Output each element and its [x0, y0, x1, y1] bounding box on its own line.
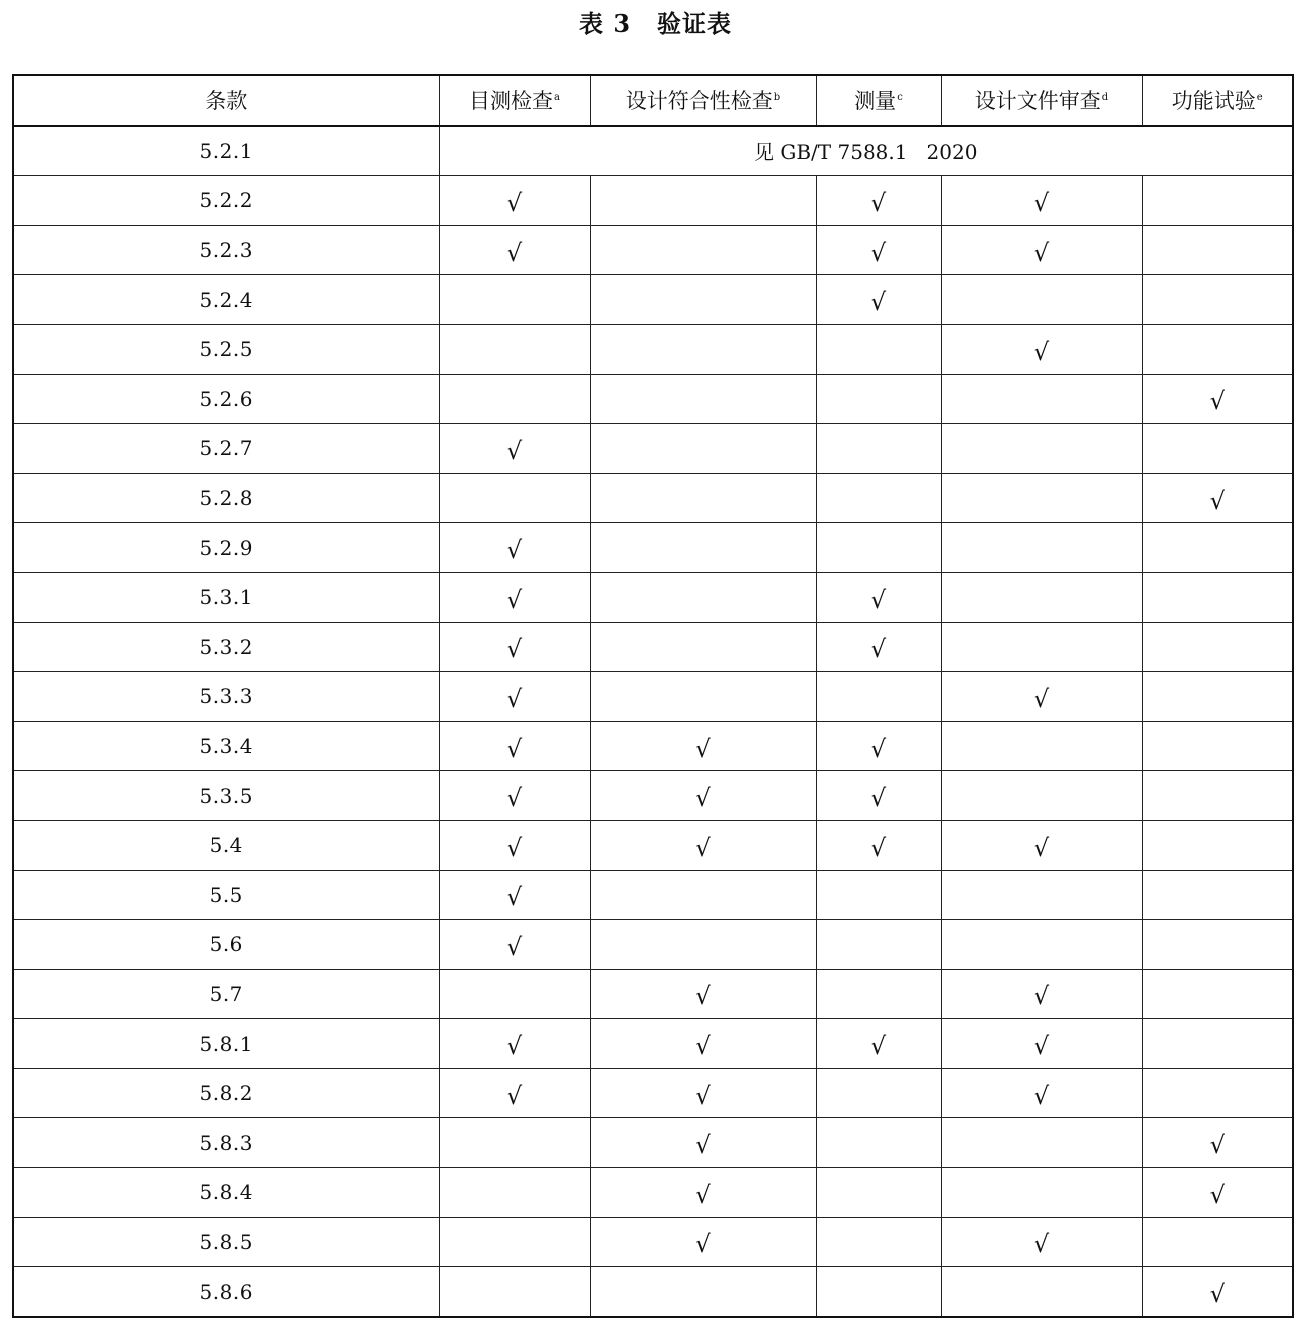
check-cell	[941, 374, 1142, 424]
table-row	[13, 1267, 1293, 1317]
check-cell	[941, 1217, 1142, 1267]
check-cell	[590, 672, 816, 722]
clause-cell: 5.2.4	[13, 275, 439, 325]
check-cell	[590, 275, 816, 325]
check-cell	[941, 1068, 1142, 1118]
check-mark-icon: √	[506, 536, 523, 565]
check-cell	[816, 1168, 941, 1218]
table-row	[13, 424, 1293, 474]
table-row	[13, 870, 1293, 920]
check-cell	[1142, 771, 1293, 821]
check-mark-icon: √	[506, 436, 523, 465]
check-cell	[816, 1217, 941, 1267]
clause-cell: 5.3.2	[13, 622, 439, 672]
check-cell	[1142, 1267, 1293, 1317]
column-header-4	[941, 75, 1142, 126]
check-cell	[941, 1267, 1142, 1317]
column-header-text: 目测检查	[469, 89, 554, 114]
clause-cell: 5.2.9	[13, 523, 439, 573]
check-cell	[590, 572, 816, 622]
table-title	[0, 6, 1311, 42]
clause-cell: 5.2.5	[13, 324, 439, 374]
check-mark-icon: √	[506, 188, 523, 217]
check-cell	[590, 820, 816, 870]
check-cell	[1142, 1217, 1293, 1267]
check-cell	[1142, 969, 1293, 1019]
clause-cell: 5.3.5	[13, 771, 439, 821]
check-mark-icon: √	[1209, 1180, 1225, 1209]
check-cell	[941, 572, 1142, 622]
table-row	[13, 721, 1293, 771]
check-mark-icon: √	[506, 833, 523, 862]
table-row	[13, 622, 1293, 672]
check-mark-icon: √	[870, 734, 887, 763]
check-cell	[816, 820, 941, 870]
check-mark-icon: √	[506, 784, 523, 813]
check-cell	[590, 176, 816, 226]
check-cell	[1142, 275, 1293, 325]
check-mark-icon: √	[695, 1131, 711, 1160]
check-mark-icon: √	[506, 684, 523, 713]
table-row	[13, 1118, 1293, 1168]
check-mark-icon: √	[506, 635, 523, 664]
check-cell	[1142, 374, 1293, 424]
footnote-marker: e	[1256, 92, 1263, 104]
check-mark-icon: √	[695, 1081, 711, 1110]
table-row	[13, 672, 1293, 722]
table-row	[13, 275, 1293, 325]
clause-cell: 5.2.3	[13, 225, 439, 275]
check-cell	[590, 324, 816, 374]
check-cell	[941, 771, 1142, 821]
clause-cell: 5.7	[13, 969, 439, 1019]
check-cell	[816, 572, 941, 622]
column-header-label	[205, 89, 247, 113]
table-row	[13, 820, 1293, 870]
clause-cell: 5.4	[13, 820, 439, 870]
check-cell	[941, 870, 1142, 920]
check-mark-icon: √	[870, 188, 887, 217]
clause-cell: 5.2.1	[13, 126, 439, 176]
check-mark-icon: √	[506, 1032, 523, 1061]
check-cell	[439, 473, 590, 523]
check-cell	[439, 275, 590, 325]
clause-cell: 5.5	[13, 870, 439, 920]
check-cell	[590, 1118, 816, 1168]
check-mark-icon: √	[1209, 486, 1225, 515]
check-cell	[439, 424, 590, 474]
clause-cell: 5.3.1	[13, 572, 439, 622]
column-header-1	[439, 75, 590, 126]
table-row	[13, 920, 1293, 970]
table-name: 验证表	[657, 9, 733, 38]
table-row	[13, 969, 1293, 1019]
check-cell	[816, 969, 941, 1019]
check-cell	[816, 870, 941, 920]
check-mark-icon: √	[695, 982, 711, 1011]
check-cell	[941, 473, 1142, 523]
clause-cell: 5.3.4	[13, 721, 439, 771]
check-cell	[816, 672, 941, 722]
check-mark-icon: √	[870, 585, 887, 614]
check-mark-icon: √	[695, 734, 711, 763]
check-cell	[816, 424, 941, 474]
check-mark-icon: √	[1033, 1032, 1050, 1061]
column-header-text: 条款	[205, 89, 248, 114]
check-cell	[941, 523, 1142, 573]
check-cell	[439, 820, 590, 870]
check-cell	[439, 870, 590, 920]
check-cell	[941, 622, 1142, 672]
table-body	[13, 126, 1293, 1317]
check-mark-icon: √	[695, 833, 711, 862]
check-cell	[1142, 324, 1293, 374]
check-cell	[590, 1168, 816, 1218]
check-mark-icon: √	[506, 1081, 523, 1110]
check-cell	[439, 969, 590, 1019]
check-cell	[590, 1019, 816, 1069]
column-header-text: 测量	[854, 89, 897, 114]
check-cell	[439, 672, 590, 722]
column-header-label	[626, 89, 780, 113]
table-row	[13, 1019, 1293, 1069]
column-header-label	[975, 89, 1108, 113]
check-cell	[590, 424, 816, 474]
table-number: 表 3	[578, 9, 632, 38]
check-cell	[941, 1118, 1142, 1168]
clause-cell: 5.2.2	[13, 176, 439, 226]
clause-cell: 5.8.4	[13, 1168, 439, 1218]
check-cell	[590, 771, 816, 821]
clause-cell: 5.2.6	[13, 374, 439, 424]
check-cell	[439, 920, 590, 970]
check-cell	[439, 721, 590, 771]
check-cell	[816, 275, 941, 325]
check-cell	[1142, 572, 1293, 622]
check-mark-icon: √	[695, 1180, 711, 1209]
check-cell	[1142, 672, 1293, 722]
check-cell	[439, 1217, 590, 1267]
check-cell	[816, 523, 941, 573]
reference-cell: 见 GB/T 7588.1 2020	[439, 126, 1293, 176]
check-cell	[941, 225, 1142, 275]
table-row	[13, 374, 1293, 424]
column-header-0	[13, 75, 439, 126]
check-mark-icon: √	[506, 585, 523, 614]
check-cell	[590, 1068, 816, 1118]
check-cell	[439, 374, 590, 424]
column-header-text: 设计文件审查	[974, 89, 1101, 114]
column-header-label	[1172, 89, 1263, 113]
check-cell	[941, 1019, 1142, 1069]
column-header-label	[469, 89, 560, 113]
check-mark-icon: √	[1033, 238, 1050, 267]
check-cell	[816, 721, 941, 771]
check-cell	[439, 622, 590, 672]
check-cell	[1142, 176, 1293, 226]
footnote-marker: d	[1101, 92, 1109, 104]
check-cell	[1142, 473, 1293, 523]
check-cell	[941, 1168, 1142, 1218]
check-mark-icon: √	[870, 833, 887, 862]
table-row	[13, 771, 1293, 821]
table-row	[13, 1168, 1293, 1218]
table-row	[13, 176, 1293, 226]
check-cell	[1142, 721, 1293, 771]
check-cell	[816, 771, 941, 821]
check-cell	[816, 920, 941, 970]
check-cell	[1142, 820, 1293, 870]
check-cell	[816, 473, 941, 523]
check-cell	[816, 1068, 941, 1118]
check-cell	[1142, 1068, 1293, 1118]
check-mark-icon: √	[870, 238, 887, 267]
check-cell	[941, 969, 1142, 1019]
clause-cell: 5.8.2	[13, 1068, 439, 1118]
check-cell	[439, 324, 590, 374]
footnote-marker: c	[897, 92, 903, 104]
check-cell	[590, 969, 816, 1019]
check-cell	[439, 1019, 590, 1069]
table-row	[13, 324, 1293, 374]
check-mark-icon: √	[1033, 337, 1050, 366]
verification-table	[12, 74, 1294, 1318]
check-mark-icon: √	[1209, 1280, 1225, 1309]
check-cell	[816, 225, 941, 275]
table-row	[13, 1068, 1293, 1118]
check-cell	[590, 374, 816, 424]
check-mark-icon: √	[506, 238, 523, 267]
column-header-5	[1142, 75, 1293, 126]
column-header-2	[590, 75, 816, 126]
check-cell	[941, 424, 1142, 474]
check-mark-icon: √	[1033, 1081, 1050, 1110]
clause-cell: 5.8.6	[13, 1267, 439, 1317]
column-header-3	[816, 75, 941, 126]
table-row	[13, 473, 1293, 523]
check-cell	[590, 225, 816, 275]
clause-cell: 5.3.3	[13, 672, 439, 722]
check-cell	[941, 721, 1142, 771]
check-mark-icon: √	[870, 635, 887, 664]
clause-cell: 5.8.5	[13, 1217, 439, 1267]
check-cell	[590, 1267, 816, 1317]
check-cell	[590, 523, 816, 573]
check-mark-icon: √	[1033, 1230, 1050, 1259]
clause-cell: 5.8.3	[13, 1118, 439, 1168]
check-cell	[439, 1068, 590, 1118]
check-cell	[941, 176, 1142, 226]
footnote-marker: b	[773, 92, 781, 104]
check-cell	[941, 672, 1142, 722]
check-mark-icon: √	[870, 288, 887, 317]
check-mark-icon: √	[1209, 1131, 1225, 1160]
check-cell	[816, 176, 941, 226]
check-cell	[941, 920, 1142, 970]
check-cell	[941, 324, 1142, 374]
column-header-label	[854, 89, 903, 113]
check-cell	[816, 324, 941, 374]
table-row	[13, 1217, 1293, 1267]
check-cell	[941, 820, 1142, 870]
clause-cell: 5.8.1	[13, 1019, 439, 1069]
check-mark-icon: √	[506, 883, 523, 912]
check-cell	[590, 870, 816, 920]
check-cell	[941, 275, 1142, 325]
check-cell	[1142, 920, 1293, 970]
check-cell	[1142, 225, 1293, 275]
check-mark-icon: √	[1033, 684, 1050, 713]
table-row	[13, 523, 1293, 573]
check-cell	[816, 1118, 941, 1168]
check-mark-icon: √	[870, 1032, 887, 1061]
check-cell	[590, 622, 816, 672]
header-row	[13, 75, 1293, 126]
check-cell	[1142, 523, 1293, 573]
check-cell	[590, 473, 816, 523]
clause-cell: 5.2.8	[13, 473, 439, 523]
check-cell	[1142, 424, 1293, 474]
check-cell	[1142, 870, 1293, 920]
check-mark-icon: √	[695, 784, 711, 813]
check-mark-icon: √	[506, 734, 523, 763]
check-cell	[439, 771, 590, 821]
check-cell	[1142, 1118, 1293, 1168]
check-cell	[1142, 1019, 1293, 1069]
check-mark-icon: √	[1209, 387, 1225, 416]
check-cell	[816, 1019, 941, 1069]
check-mark-icon: √	[1033, 188, 1050, 217]
check-mark-icon: √	[1033, 833, 1050, 862]
clause-cell: 5.6	[13, 920, 439, 970]
check-mark-icon: √	[1033, 982, 1050, 1011]
column-header-text: 设计符合性检查	[625, 89, 773, 114]
check-mark-icon: √	[506, 932, 523, 961]
check-cell	[816, 622, 941, 672]
check-cell	[439, 523, 590, 573]
check-mark-icon: √	[870, 784, 887, 813]
check-cell	[439, 225, 590, 275]
check-cell	[439, 1168, 590, 1218]
check-cell	[1142, 1168, 1293, 1218]
column-header-text: 功能试验	[1171, 89, 1256, 114]
check-cell	[439, 1267, 590, 1317]
check-mark-icon: √	[695, 1032, 711, 1061]
table-row	[13, 572, 1293, 622]
check-cell	[439, 176, 590, 226]
clause-cell: 5.2.7	[13, 424, 439, 474]
check-cell	[1142, 622, 1293, 672]
check-cell	[590, 721, 816, 771]
table-row	[13, 225, 1293, 275]
table-row	[13, 126, 1293, 176]
check-cell	[590, 1217, 816, 1267]
footnote-marker: a	[554, 92, 560, 104]
check-cell	[816, 374, 941, 424]
check-mark-icon: √	[695, 1230, 711, 1259]
check-cell	[439, 572, 590, 622]
check-cell	[590, 920, 816, 970]
check-cell	[439, 1118, 590, 1168]
check-cell	[816, 1267, 941, 1317]
